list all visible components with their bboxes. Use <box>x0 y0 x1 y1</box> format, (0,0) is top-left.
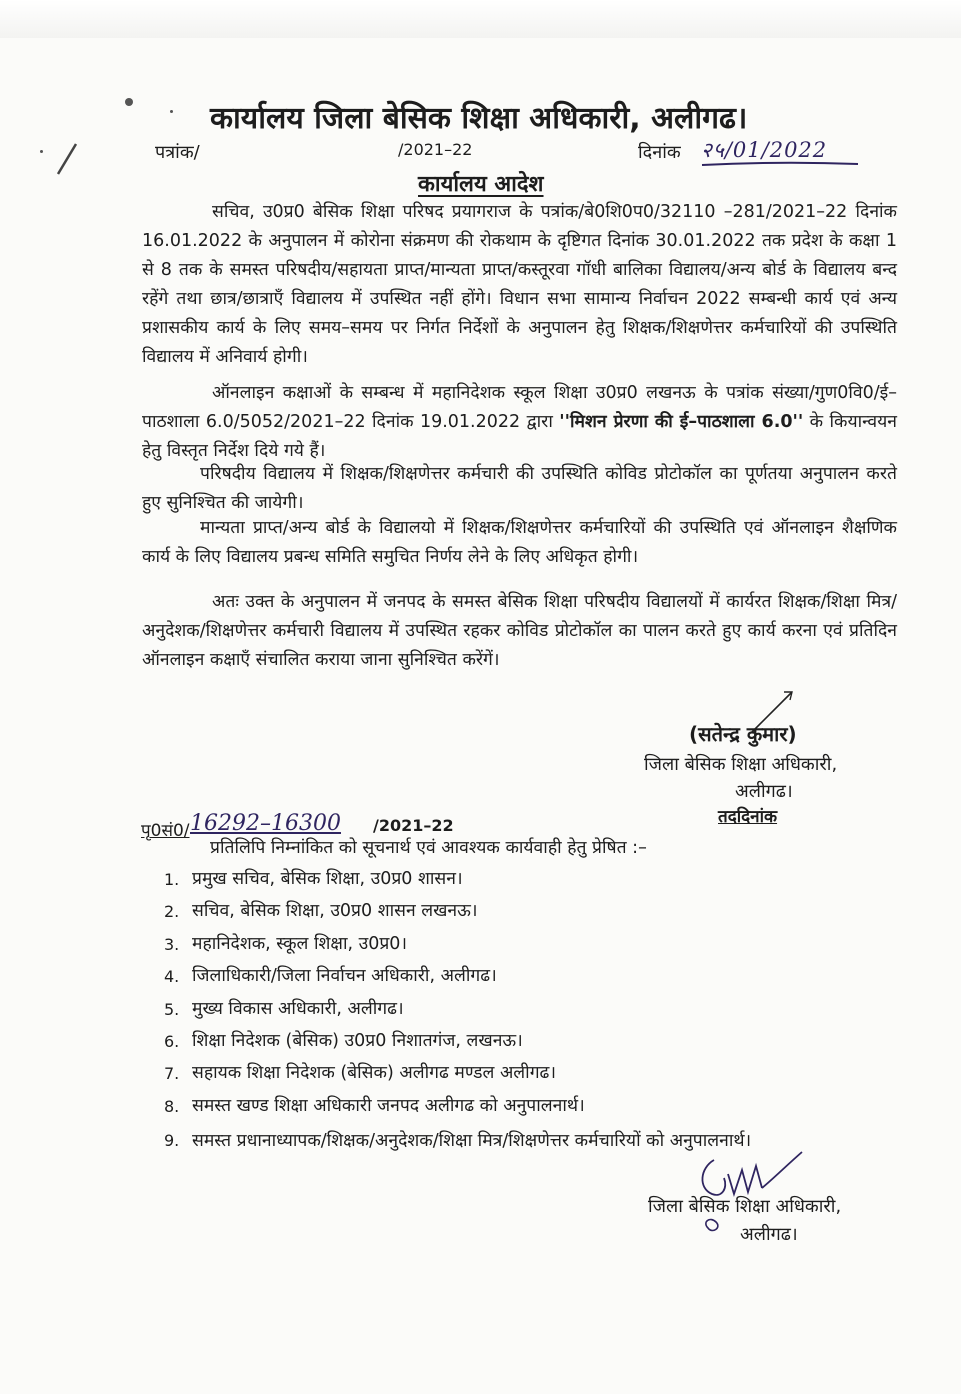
paragraph-2 <box>142 379 897 466</box>
order-heading: कार्यालय आदेश <box>418 172 544 197</box>
list-number: 8. <box>164 1096 180 1116</box>
office-title: कार्यालय जिला बेसिक शिक्षा अधिकारी, अलीगढ। <box>210 101 748 136</box>
ref-label: पत्रांक/ <box>155 142 200 163</box>
paragraph-4-text: मान्यता प्राप्त/अन्य बोर्ड के विद्यालयो में शिक्षक/शिक्षणेत्तर कर्मचारियों की उपस्थिति एवं ऑनलाइन शैक्षणिक कार्य के लिए विद्यालय प्रबन्ध समिति समुचित निर्णय लेने के लिए अधिकृत होगी। <box>142 518 897 567</box>
list-number: 4. <box>164 967 180 987</box>
paragraph-5 <box>142 588 897 675</box>
list-number: 1. <box>164 870 180 889</box>
list-text: समस्त खण्ड शिक्षा अधिकारी जनपद अलीगढ को अनुपालनार्थ। <box>192 1095 585 1116</box>
recipient-list <box>160 866 872 1157</box>
paragraph-5-text: अतः उक्त के अनुपालन में जनपद के समस्त बेसिक शिक्षा परिषदीय विद्यालयों में कार्यरत शिक्षक/शिक्षा मित्र/अनुदेशक/शिक्षणेत्तर कर्मचारी विद्यालय में उपस्थित रहकर कोविड प्रोटोकॉल का पालन करते हुए कार्य करना एवं प्रतिदिन ऑनलाइन कक्षाएँ संचालित कराया जाना सुनिश्चित करेंगें। <box>142 592 897 670</box>
list-item <box>160 931 872 963</box>
paragraph-4 <box>142 514 897 572</box>
footer-city: अलीगढ। <box>740 1224 798 1245</box>
handwritten-date: २५/01/2022 <box>701 138 828 162</box>
list-text: सहायक शिक्षा निदेशक (बेसिक) अलीगढ मण्डल अलीगढ। <box>192 1063 557 1084</box>
paragraph-3 <box>142 460 897 518</box>
date-underline <box>700 160 860 168</box>
list-number: 6. <box>164 1031 180 1051</box>
footer-title: जिला बेसिक शिक्षा अधिकारी, <box>648 1196 842 1217</box>
list-text: जिलाधिकारी/जिला निर्वाचन अधिकारी, अलीगढ। <box>192 966 497 987</box>
scan-speck <box>40 150 43 153</box>
list-item <box>160 1028 872 1060</box>
paragraph-2-text: ऑनलाइन कक्षाओं के सम्बन्ध में महानिदेशक स्कूल शिक्षा उ0प्र0 लखनऊ के पत्रांक संख्या/गुण0वि0/ई–पाठशाला 6.0/5052/2021–22 दिनांक 19.01.2022 द्वारा <box>142 383 897 432</box>
list-number: 2. <box>164 902 180 922</box>
signatory-name: (सतेन्द्र कुमार) <box>689 722 797 746</box>
date-label: दिनांक <box>638 142 681 163</box>
list-text: समस्त प्रधानाध्यापक/शिक्षक/अनुदेशक/शिक्षा मित्र/शिक्षणेत्तर कर्मचारियों को अनुपालनार्थ। <box>192 1131 752 1152</box>
scan-speck <box>170 110 173 113</box>
paragraph-3-text: परिषदीय विद्यालय में शिक्षक/शिक्षणेत्तर कर्मचारी की उपस्थिति कोविड प्रोटोकॉल का पूर्णतया अनुपालन करते हुए सुनिश्चित की जायेगी। <box>142 464 897 513</box>
list-item <box>160 866 872 898</box>
copy-year: /2021–22 <box>373 816 454 835</box>
paragraph-2-end: के कियान्वयन हेतु विस्तृत निर्देश दिये गये हैं। <box>142 412 897 461</box>
handwritten-copy-ref: 16292–16300 <box>190 811 341 836</box>
paragraph-1 <box>142 198 897 372</box>
list-text: शिक्षा निदेशक (बेसिक) उ0प्र0 निशातगंज, लखनऊ। <box>192 1030 523 1051</box>
mission-prerna-title: ''मिशन प्रेरणा की ई–पाठशाला 6.0'' <box>559 412 804 432</box>
list-item <box>160 1093 872 1125</box>
list-item <box>160 898 872 930</box>
copy-intro: प्रतिलिपि निम्नांकित को सूचनार्थ एवं आवश्यक कार्यवाही हेतु प्रेषित :– <box>210 838 647 858</box>
list-number: 9. <box>164 1131 180 1151</box>
ref-year: /2021–22 <box>398 140 473 159</box>
list-text: मुख्य विकास अधिकारी, अलीगढ। <box>192 998 404 1019</box>
list-text: सचिव, बेसिक शिक्षा, उ0प्र0 शासन लखनऊ। <box>192 901 478 922</box>
list-item <box>160 996 872 1028</box>
paragraph-1-text: सचिव, उ0प्र0 बेसिक शिक्षा परिषद प्रयागराज के पत्रांक/बे0शि0प0/32110 –281/2021–22 दिनांक 16.01.2022 के अनुपालन में कोरोना संक्रमण की रोकथाम के दृष्टिगत दिनांक 30.01.2022 तक प्रदेश के कक्षा 1 से 8 तक के समस्त परिषदीय/सहायता प्राप्त/मान्यता प्राप्त/कस्तूरवा गॉधी बालिका विद्यालय/अन्य बोर्ड के विद्यालय बन्द रहेंगे तथा छात्र/छात्राएँ विद्यालय में उपस्थित नहीं होंगे। विधान सभा सामान्य निर्वाचन 2022 सम्बन्धी कार्य एवं अन्य प्रशासकीय कार्य के लिए समय–समय पर निर्गत निर्देशों के अनुपालन हेतु शिक्षक/शिक्षणेत्तर कर्मचारियों की उपस्थिति विद्यालय में अनिवार्य होगी। <box>142 202 897 367</box>
list-number: 3. <box>164 934 180 954</box>
list-number: 5. <box>164 999 180 1019</box>
signatory-city: अलीगढ। <box>735 781 793 802</box>
same-date: तददिनांक <box>718 807 778 827</box>
scan-mark <box>52 138 82 178</box>
scan-top-edge <box>0 0 961 38</box>
list-number: 7. <box>164 1064 180 1084</box>
list-text: प्रमुख सचिव, बेसिक शिक्षा, उ0प्र0 शासन। <box>192 869 463 889</box>
scan-speck <box>125 98 133 106</box>
signatory-title: जिला बेसिक शिक्षा अधिकारी, <box>644 754 838 775</box>
list-item <box>160 963 872 995</box>
list-text: महानिदेशक, स्कूल शिक्षा, उ0प्र0। <box>192 933 408 954</box>
copy-prefix: पृ0सं0/ <box>141 821 190 841</box>
list-item <box>160 1060 872 1092</box>
